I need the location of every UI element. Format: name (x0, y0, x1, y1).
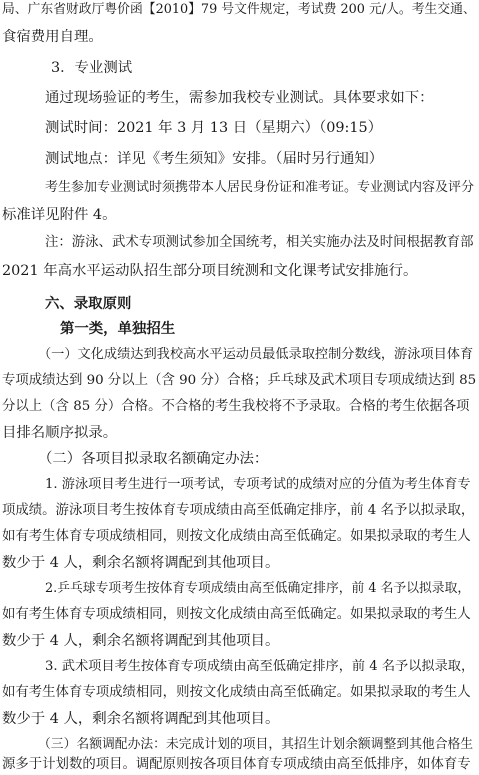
text-line: 标准详见附件 4。 (2, 207, 117, 223)
text-line: 通过现场验证的考生，需参加我校专业测试。具体要求如下： (45, 90, 434, 106)
text-line: 如有考生体育专项成绩相同，则按文化成绩由高至低确定。如果拟录取的考生人 (2, 529, 471, 544)
text-line: 1. 游泳项目考生进行一项考试，专项考试的成绩对应的分值为考生体育专 (45, 477, 471, 492)
text-line: （二）各项目拟录取名额确定办法： (38, 451, 269, 467)
text-line: 源多于计划数的项目。调配原则按各项目体育专项成绩由高至低排序，如体育专 (2, 757, 471, 772)
text-line: 数少于 4 人，剩余名额将调配到其他项目。 (2, 711, 280, 727)
text-line: 分以上（含 85 分）合格。不合格的考生我校将不予录取。合格的考生依据各项 (2, 399, 470, 414)
test-time: 测试时间：2021 年 3 月 13 日（星期六）（09:15） (45, 120, 383, 136)
text-line: （一）文化成绩达到我校高水平运动员最低录取控制分数线，游泳项目体育 (38, 347, 474, 362)
text-line: 项成绩。游泳项目考生按体育专项成绩由高至低确定排序，前 4 名予以拟录取， (2, 503, 475, 518)
text-line: 目排名顺序拟录。 (2, 425, 118, 441)
test-location: 测试地点：详见《考生须知》安排。（届时另行通知） (45, 151, 384, 167)
note-line: 注：游泳、武术专项测试参加全国统考，相关实施办法及时间根据教育部 (45, 235, 474, 250)
text-line: 局、广东省财政厅粤价函【2010】79 号文件规定，考试费 200 元/人。考生交通、 (2, 2, 476, 17)
text-line: 专项成绩达到 90 分以上（含 90 分）合格；乒乓球及武术项目专项成绩达到 85 (2, 373, 477, 388)
text-line: 考生参加专业测试时须携带本人居民身份证和准考证。专业测试内容及评分 (45, 180, 475, 195)
text-line: 3. 武术项目考生按体育专项成绩由高至低确定排序，前 4 名予以拟录取， (45, 659, 475, 674)
text-line: （三）名额调配办法：未完成计划的项目，其招生计划余额调整到其他合格生 (38, 737, 474, 752)
subheading-category-one: 第一类，单独招生 (60, 320, 176, 337)
text-line: 数少于 4 人，剩余名额将调配到其他项目。 (2, 555, 280, 571)
text-line: 如有考生体育专项成绩相同，则按文化成绩由高至低确定。如果拟录取的考生人 (2, 685, 471, 700)
text-line: 食宿费用自理。 (2, 29, 103, 45)
text-line: 2.乒乓球专项考生按体育专项成绩由高至低确定排序，前 4 名予以拟录取， (45, 581, 471, 596)
text-line: 如有考生体育专项成绩相同，则按文化成绩由高至低确定。如果拟录取的考生人 (2, 607, 471, 622)
note-line: 2021 年高水平运动队招生部分项目统测和文化课考试安排施行。 (2, 263, 418, 279)
text-line: 数少于 4 人，剩余名额将调配到其他项目。 (2, 633, 280, 649)
section-heading-admission-principles: 六、录取原则 (45, 296, 132, 312)
subsection-heading-professional-test: 3．专业测试 (51, 60, 133, 76)
